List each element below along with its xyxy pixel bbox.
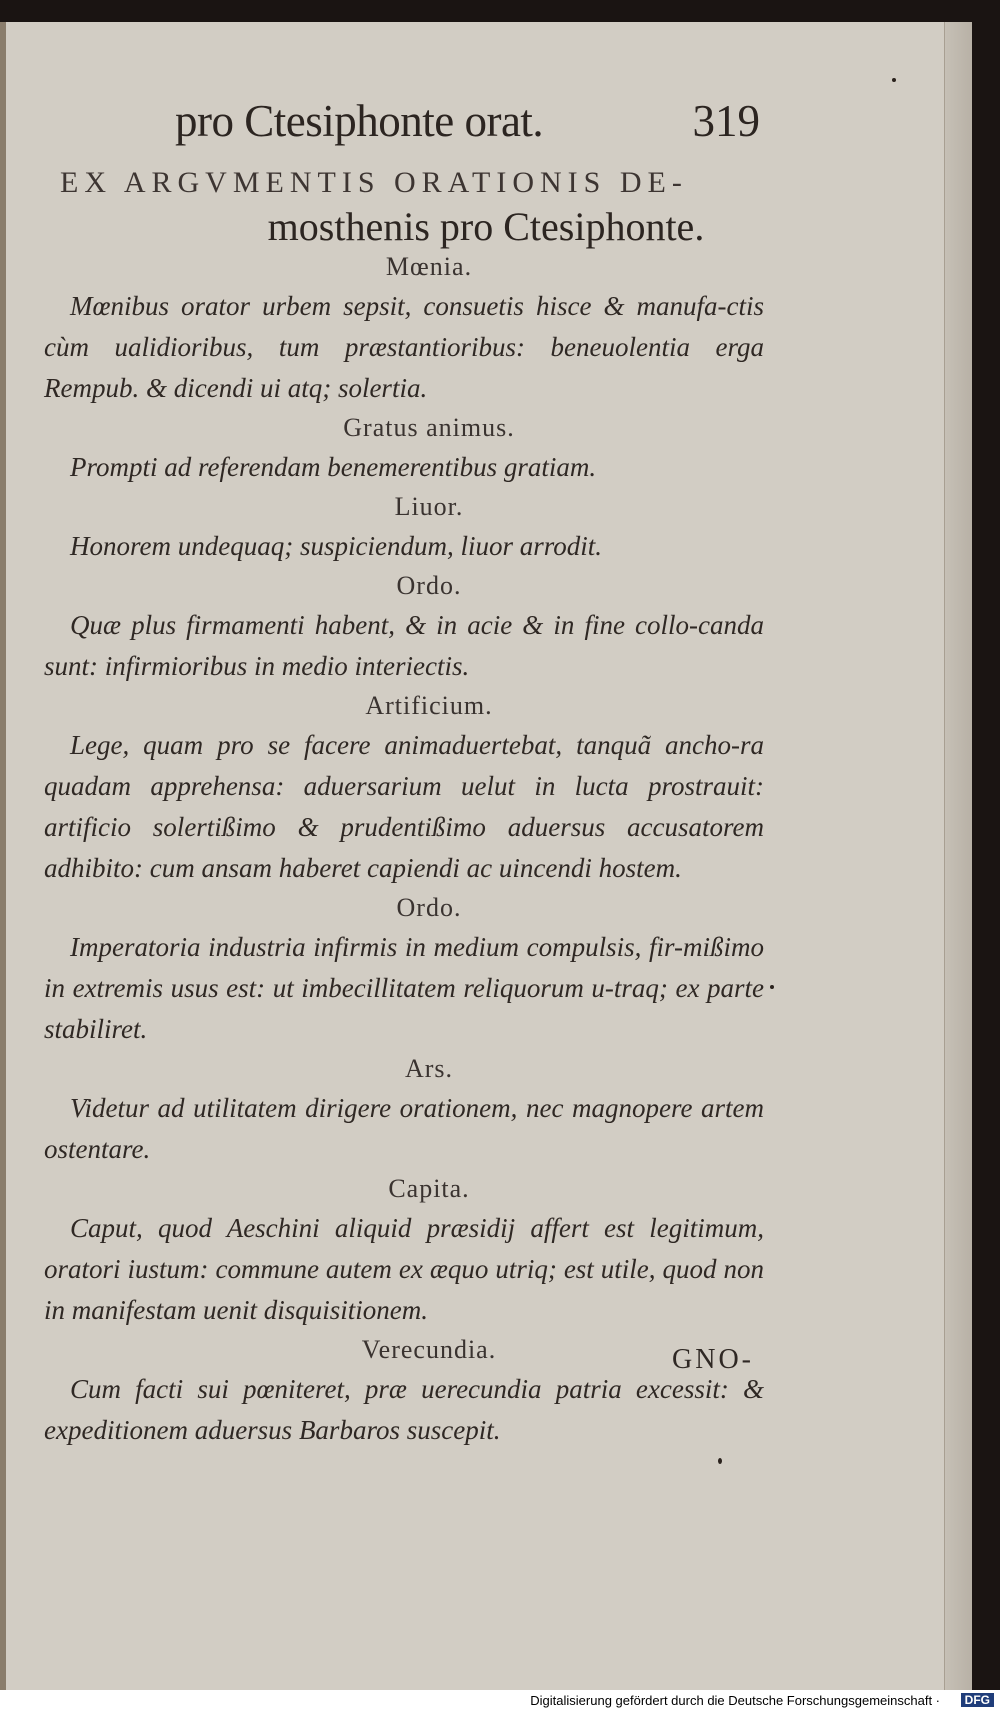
page-number: 319	[692, 96, 760, 146]
footer-credit: Digitalisierung gefördert durch die Deutsche Forschungsgemeinschaft ·	[530, 1693, 940, 1708]
text-block	[44, 248, 764, 1451]
paragraph: Videtur ad utilitatem dirigere orationem, nec magnopere artem ostentare.	[44, 1093, 764, 1164]
digitization-footer	[0, 1690, 1000, 1712]
paragraph: Cum facti sui pœniteret, præ uerecundia patria excessit: & expeditionem aduersus Barbaros suscepit.	[44, 1374, 764, 1445]
subheading: Artificium.	[365, 691, 493, 720]
dfg-logo: DFG	[961, 1693, 994, 1707]
paper-speck	[770, 985, 774, 989]
paper-speck	[718, 1458, 722, 1464]
subheading: Mœnia.	[385, 252, 473, 281]
paper-speck	[892, 78, 896, 82]
paragraph: Prompti ad referendam benemerentibus gratiam.	[70, 452, 597, 482]
section-title-line-1: EX ARGVMENTIS ORATIONIS DE-	[60, 166, 688, 199]
page-edge	[945, 22, 972, 1690]
catchword: GNO-	[672, 1344, 754, 1375]
subheading: Capita.	[388, 1174, 470, 1203]
paragraph: Mœnibus orator urbem sepsit, consuetis hisce & manufa-ctis cùm ualidioribus, tum præstantioribus: beneuolentia erga Rempub. & dicendi ui atq; solertia.	[44, 291, 764, 403]
running-head: pro Ctesiphonte orat.	[175, 96, 544, 146]
section-title-line-2: mosthenis pro Ctesiphonte.	[267, 204, 705, 249]
paragraph: Caput, quod Aeschini aliquid præsidij affert est legitimum, oratori iustum: commune autem ex æquo utriq; est utile, quod non in manifestam uenit disquisitionem.	[44, 1213, 764, 1325]
paragraph: Quæ plus firmamenti habent, & in acie & in fine collo-canda sunt: infirmioribus in medio interiectis.	[44, 610, 764, 681]
paragraph: Honorem undequaq; suspiciendum, liuor arrodit.	[70, 531, 602, 561]
subheading: Ars.	[404, 1054, 454, 1083]
paragraph: Imperatoria industria infirmis in medium compulsis, fir-mißimo in extremis usus est: ut imbecillitatem reliquorum u-traq; ex parte stabiliret.	[44, 932, 764, 1044]
subheading: Verecundia.	[361, 1335, 497, 1364]
subheading: Ordo.	[396, 571, 462, 600]
paragraph: Lege, quam pro se facere animaduertebat, tanquã ancho-ra quadam apprehensa: aduersarium uelut in lucta prostrauit: artificio solertißimo & prudentißimo aduersus accusatorem adhibito: cum ansam haberet capiendi ac uincendi hostem.	[44, 730, 764, 883]
subheading: Ordo.	[396, 893, 462, 922]
subheading: Liuor.	[394, 492, 464, 521]
subheading: Gratus animus.	[343, 413, 515, 442]
page-header	[170, 95, 760, 155]
